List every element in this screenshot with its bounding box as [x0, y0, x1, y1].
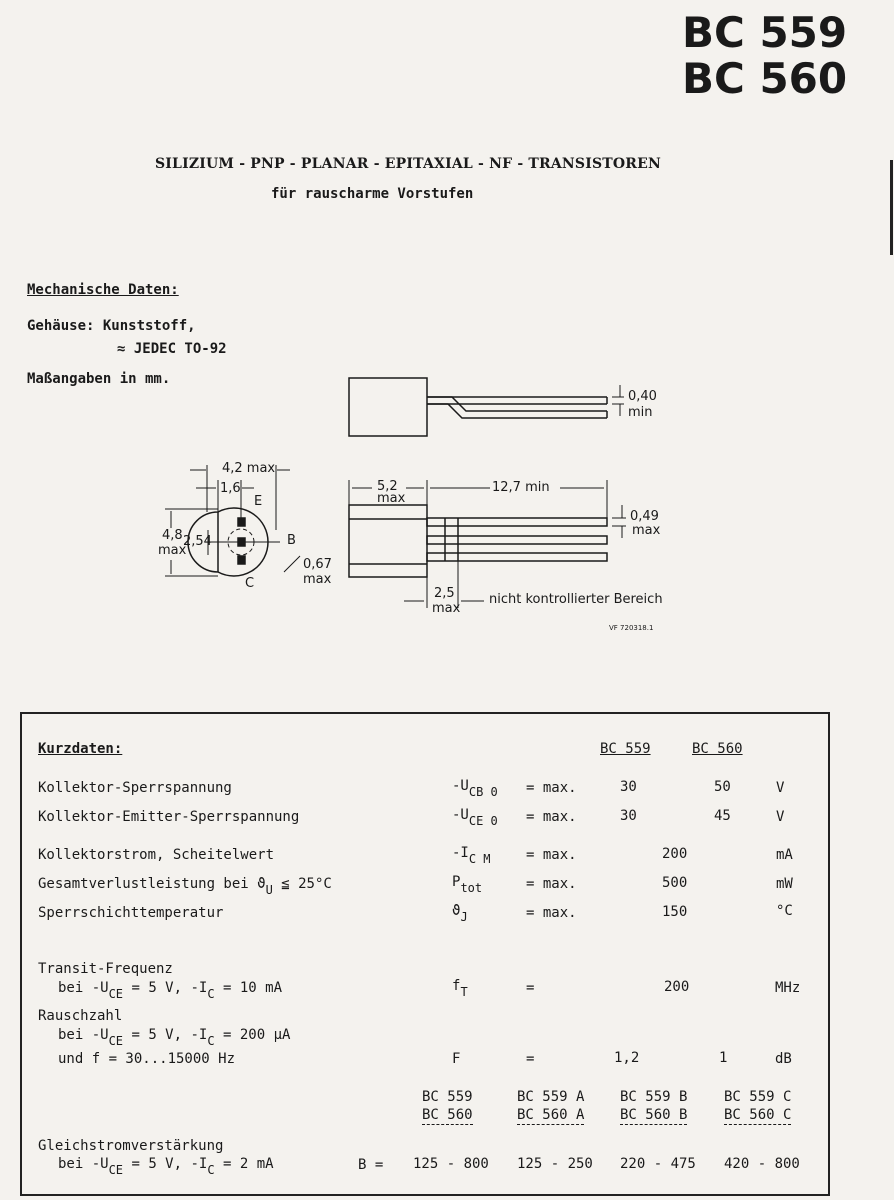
gain-group-name: BC 559 A	[517, 1089, 585, 1105]
row-symbol: ϑJ	[452, 903, 468, 924]
gain-group-name: BC 559 B	[620, 1089, 688, 1105]
gain-range: 125 - 250	[517, 1156, 593, 1172]
row-value-bc560: 50	[714, 779, 731, 795]
dim-049-max: max	[632, 523, 661, 538]
uncontrolled-area-label: nicht kontrollierter Bereich	[489, 592, 663, 607]
row-value-bc559: 30	[620, 779, 637, 795]
row-value: 200	[662, 846, 688, 862]
dim-040-min: min	[628, 405, 653, 420]
row-value: 150	[662, 904, 688, 920]
transit-condition: bei -UCE = 5 V, -IC = 10 mA	[58, 980, 283, 1001]
col-bc560: BC 560	[692, 741, 743, 757]
row-label: Kollektor-Emitter-Sperrspannung	[38, 809, 300, 825]
row-label: Kollektorstrom, Scheitelwert	[38, 847, 275, 863]
noise-relation: =	[526, 1051, 535, 1067]
row-relation: = max.	[526, 905, 577, 921]
gain-group-name: BC 559 C	[724, 1089, 792, 1105]
dim-16: 1,6	[220, 481, 241, 496]
noise-condition: bei -UCE = 5 V, -IC = 200 µA	[58, 1027, 291, 1048]
transit-value: 200	[664, 979, 690, 995]
gain-group-name: BC 560 A	[517, 1107, 585, 1123]
row-unit: mW	[776, 876, 793, 892]
dim-067-max: max	[303, 572, 332, 587]
transit-relation: =	[526, 980, 535, 996]
side-view-body	[349, 505, 427, 577]
noise-value-bc559: 1,2	[614, 1050, 640, 1066]
row-label: Sperrschichttemperatur	[38, 905, 224, 921]
row-relation: = max.	[526, 847, 577, 863]
drawing-ref: VF 720318.1	[609, 624, 654, 632]
gain-group-name: BC 559	[422, 1089, 473, 1105]
row-value-bc560: 45	[714, 808, 731, 824]
housing-line1: Gehäuse: Kunststoff,	[27, 318, 196, 334]
gain-group-name: BC 560	[422, 1107, 473, 1123]
transit-symbol: fT	[452, 978, 468, 999]
row-unit: °C	[776, 903, 793, 919]
gain-label: Gleichstromverstärkung	[38, 1138, 224, 1154]
title-bc559: BC 559	[682, 8, 848, 57]
row-relation: = max.	[526, 809, 577, 825]
dim-067: 0,67	[303, 557, 332, 572]
subtitle-purpose: für rauscharme Vorstufen	[271, 186, 474, 202]
dim-52: 5,2	[377, 479, 398, 494]
dim-25-max: max	[432, 601, 461, 616]
housing-line2: ≈ JEDEC TO-92	[117, 341, 227, 357]
row-symbol: Ptot	[452, 874, 483, 895]
gain-range: 125 - 800	[413, 1156, 489, 1172]
pin-b-label: B	[287, 533, 296, 548]
pin-c-label: C	[245, 576, 255, 591]
noise-symbol: F	[452, 1051, 461, 1067]
dim-52-max: max	[377, 491, 406, 506]
transit-label: Transit-Frequenz	[38, 961, 173, 977]
row-unit: V	[776, 809, 785, 825]
dim-48-max: max	[158, 543, 187, 558]
noise-unit: dB	[775, 1051, 792, 1067]
row-relation: = max.	[526, 780, 577, 796]
row-symbol: -UCE 0	[452, 807, 498, 828]
row-value: 500	[662, 875, 688, 891]
mechanical-heading: Mechanische Daten:	[27, 282, 179, 298]
top-view-body	[349, 378, 427, 436]
row-label: Kollektor-Sperrspannung	[38, 780, 232, 796]
kurzdaten-heading: Kurzdaten:	[38, 741, 123, 757]
gain-condition: bei -UCE = 5 V, -IC = 2 mA	[58, 1156, 274, 1177]
row-unit: mA	[776, 847, 793, 863]
gain-range: 220 - 475	[620, 1156, 696, 1172]
row-label: Gesamtverlustleistung bei ϑU ≦ 25°C	[38, 876, 332, 897]
title-bc560: BC 560	[682, 54, 848, 103]
noise-label: Rauschzahl	[38, 1008, 123, 1024]
noise-frequency-condition: und f = 30...15000 Hz	[58, 1051, 236, 1067]
dim-42max: 4,2 max	[222, 461, 276, 476]
dim-48: 4,8	[162, 528, 183, 543]
row-relation: = max.	[526, 876, 577, 892]
gain-range: 420 - 800	[724, 1156, 800, 1172]
dim-127: 12,7 min	[492, 480, 550, 495]
dim-040: 0,40	[628, 389, 657, 404]
units-note: Maßangaben in mm.	[27, 371, 171, 387]
pin-e-label: E	[254, 494, 263, 509]
row-symbol: -IC M	[452, 845, 491, 866]
row-symbol: -UCB 0	[452, 778, 498, 799]
dim-254: 2,54	[183, 534, 212, 549]
gain-group-name: BC 560 B	[620, 1107, 688, 1123]
noise-value-bc560: 1	[719, 1050, 728, 1066]
dim-25: 2,5	[434, 586, 455, 601]
transit-unit: MHz	[775, 980, 801, 996]
row-unit: V	[776, 780, 785, 796]
col-bc559: BC 559	[600, 741, 651, 757]
gain-symbol: B =	[358, 1157, 384, 1173]
gain-group-name: BC 560 C	[724, 1107, 792, 1123]
row-value-bc559: 30	[620, 808, 637, 824]
subtitle: SILIZIUM - PNP - PLANAR - EPITAXIAL - NF - TRANSISTOREN	[155, 156, 662, 172]
dim-049: 0,49	[630, 509, 659, 524]
